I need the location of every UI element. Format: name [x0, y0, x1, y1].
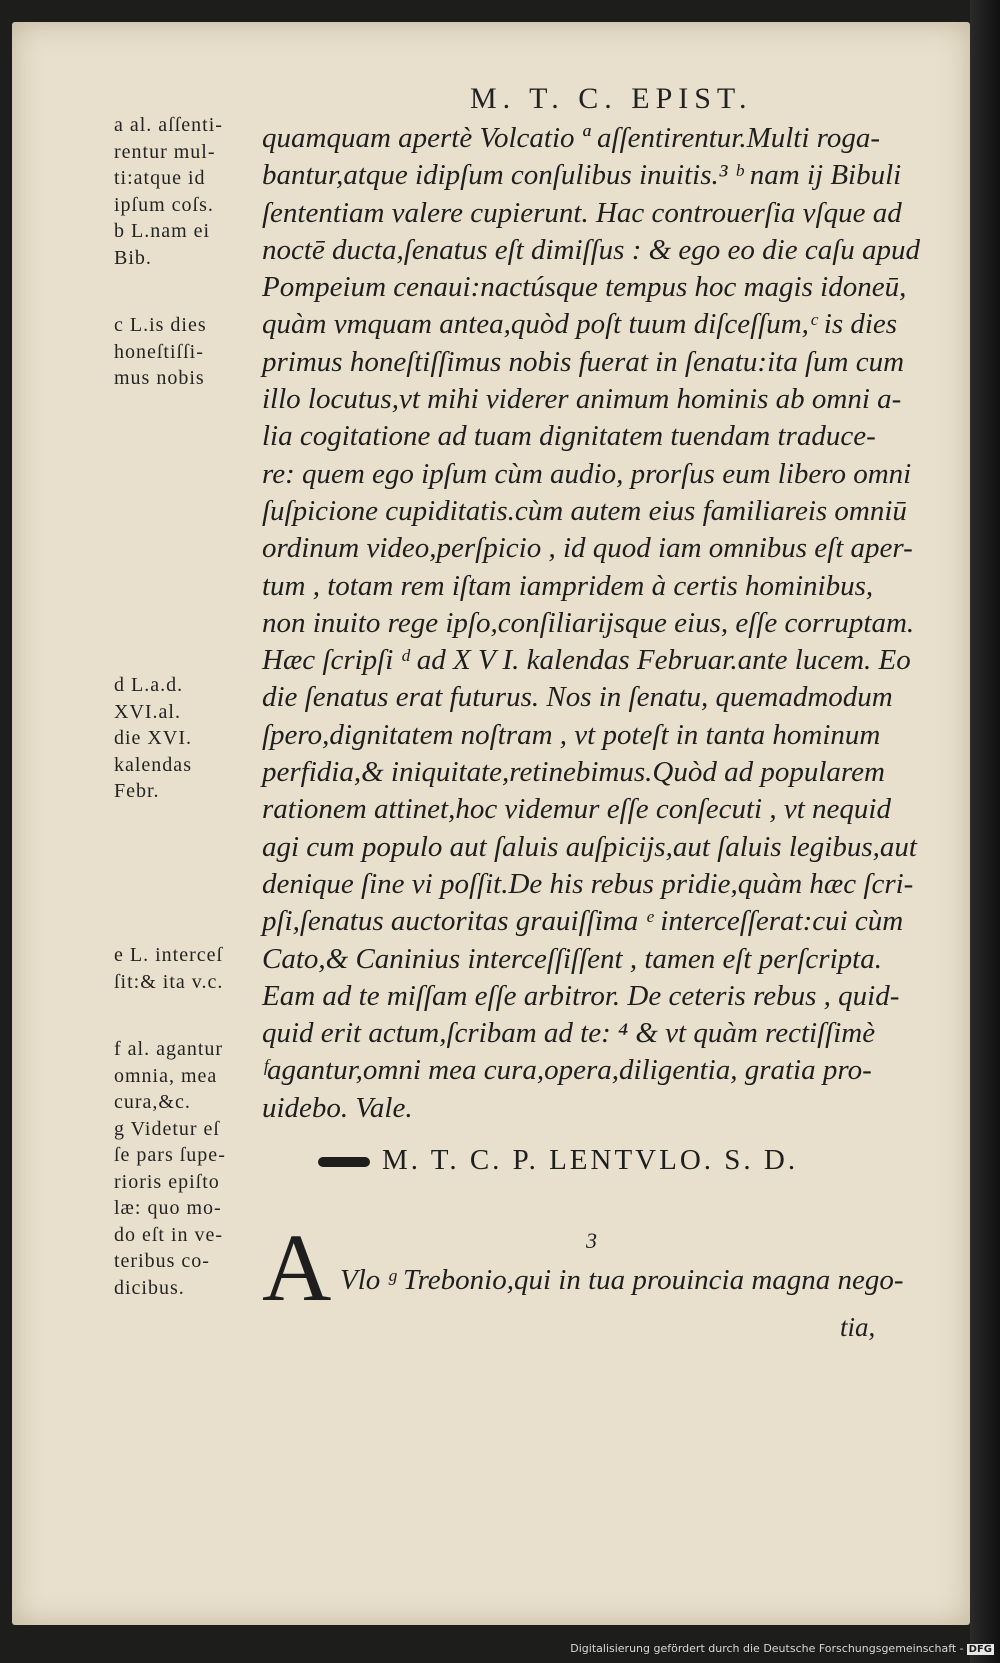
- text-line: non inuito rege ipſo,conſiliarijsque eius, eſſe corruptam.: [262, 606, 915, 639]
- text-line: perfidia,& iniquitate,retinebimus.Quòd ad popularem: [262, 756, 885, 789]
- note-line: ſit:& ita v.c.: [114, 970, 224, 993]
- note-line: honeſtiſſi-: [114, 340, 204, 363]
- note-line: mus nobis: [114, 367, 205, 389]
- letter-number: 3: [586, 1228, 597, 1253]
- text-line: quàm vmquam antea,quòd poſt tuum diſceſſum,ᶜ is dies: [262, 308, 898, 341]
- book-spine: [970, 0, 1000, 1663]
- note-line: d L.a.d.: [114, 674, 184, 696]
- text-line: quid erit actum,ſcribam ad te: ⁴ & vt quàm rectiſſimè: [262, 1017, 876, 1050]
- text-line: lia cogitatione ad tuam dignitatem tuendam traduce-: [262, 420, 876, 453]
- text-line: Eam ad te miſſam eſſe arbitror. De ceteris rebus , quid-: [262, 979, 900, 1012]
- note-line: læ: quo mo-: [114, 1197, 222, 1219]
- marginal-note: [114, 672, 254, 805]
- text-line: primus honeſtiſſimus nobis fuerat in ſenatu:ita ſum cum: [262, 345, 905, 378]
- note-line: cura,&c.: [114, 1091, 191, 1113]
- note-line: ſe pars ſupe-: [114, 1144, 226, 1166]
- text-line: denique ſine vi poſſit.De his rebus pridie,quàm hæc ſcri-: [262, 867, 914, 900]
- note-line: Febr.: [114, 780, 160, 802]
- text-line: uidebo. Vale.: [262, 1091, 413, 1124]
- marginal-note: [114, 112, 254, 271]
- note-line: rentur mul-: [114, 140, 216, 163]
- note-line: a al. aſſenti-: [114, 114, 223, 136]
- text-line: ſuſpicione cupiditatis.cùm autem eius familiareis omniū: [262, 494, 907, 527]
- note-line: b L.nam ei: [114, 220, 211, 242]
- text-line: agi cum populo aut ſaluis auſpicijs,aut ſaluis legibus,aut: [262, 830, 917, 863]
- text-line: ordinum video,perſpicio , id quod iam omnibus eſt aper-: [262, 532, 913, 565]
- text-line: illo locutus,vt mihi viderer animum hominis ab omni a-: [262, 383, 902, 416]
- credit-text: Digitalisierung gefördert durch die Deutsche Forschungsgemeinschaft -: [570, 1642, 964, 1655]
- note-line: g Videtur eſ: [114, 1117, 220, 1140]
- catchword: tia,: [840, 1312, 876, 1342]
- note-line: e L. interceſ: [114, 944, 224, 966]
- drop-capital: A: [262, 1214, 332, 1321]
- marginal-note: [114, 1036, 254, 1301]
- note-line: kalendas: [114, 753, 192, 776]
- letter-heading: [262, 1144, 942, 1177]
- note-line: die XVI.: [114, 727, 192, 749]
- digitization-credit: [570, 1642, 994, 1655]
- note-line: rioris epiſto: [114, 1170, 220, 1193]
- note-line: do eſt in ve-: [114, 1223, 224, 1246]
- note-line: f al. agantur: [114, 1038, 224, 1060]
- main-text: [262, 120, 942, 1127]
- note-line: ti:atque id: [114, 167, 206, 189]
- letter-title: M. T. C. P. LENTVLO. S. D.: [382, 1144, 799, 1176]
- text-line: ſententiam valere cupierunt. Hac controuerſia vſque ad: [262, 196, 902, 229]
- note-line: omnia, mea: [114, 1064, 218, 1087]
- dfg-logo: DFG: [968, 1644, 992, 1655]
- marginal-note: [114, 312, 254, 392]
- marginal-note: [114, 942, 254, 995]
- note-line: c L.is dies: [114, 314, 207, 336]
- note-line: ipſum coſs.: [114, 193, 214, 216]
- note-line: XVI.al.: [114, 700, 181, 723]
- text-line: die ſenatus erat futurus. Nos in ſenatu, quemadmodum: [262, 681, 893, 714]
- ink-mark: [318, 1157, 370, 1167]
- text-line: rationem attinet,hoc videmur eſſe conſecuti , vt nequid: [262, 793, 891, 826]
- note-line: Bib.: [114, 246, 152, 269]
- running-header: M. T. C. EPIST.: [470, 82, 753, 115]
- text-line: Hæc ſcripſi ᵈ ad X V I. kalendas Februar.ante lucem. Eo: [262, 644, 911, 677]
- text-line: bantur,atque idipſum conſulibus inuitis.³ ᵇ nam ij Bibuli: [262, 159, 902, 192]
- opening-line: Vlo ᵍ Trebonio,qui in tua prouincia magna nego-: [340, 1264, 904, 1296]
- text-line: Cato,& Caninius interceſſiſſent , tamen eſt perſcripta.: [262, 942, 882, 975]
- text-line: pſi,ſenatus auctoritas grauiſſima ᵉ interceſſerat:cui cùm: [262, 905, 904, 938]
- text-line: tum , totam rem iſtam iampridem à certis hominibus,: [262, 569, 874, 602]
- text-line: noctē ducta,ſenatus eſt dimiſſus : & ego eo die caſu apud: [262, 233, 921, 266]
- text-line: quamquam apertè Volcatio ª aſſentirentur.Multi roga-: [262, 122, 881, 154]
- text-line: Pompeium cenaui:nactúsque tempus hoc magis idoneū,: [262, 271, 907, 304]
- text-line: ᶠagantur,omni mea cura,opera,diligentia, gratia pro-: [262, 1054, 872, 1087]
- note-line: dicibus.: [114, 1276, 185, 1299]
- text-line: re: quem ego ipſum cùm audio, prorſus eum libero omni: [262, 457, 912, 490]
- text-line: ſpero,dignitatem noſtram , vt poteſt in tanta hominum: [262, 718, 881, 751]
- note-line: teribus co-: [114, 1250, 210, 1272]
